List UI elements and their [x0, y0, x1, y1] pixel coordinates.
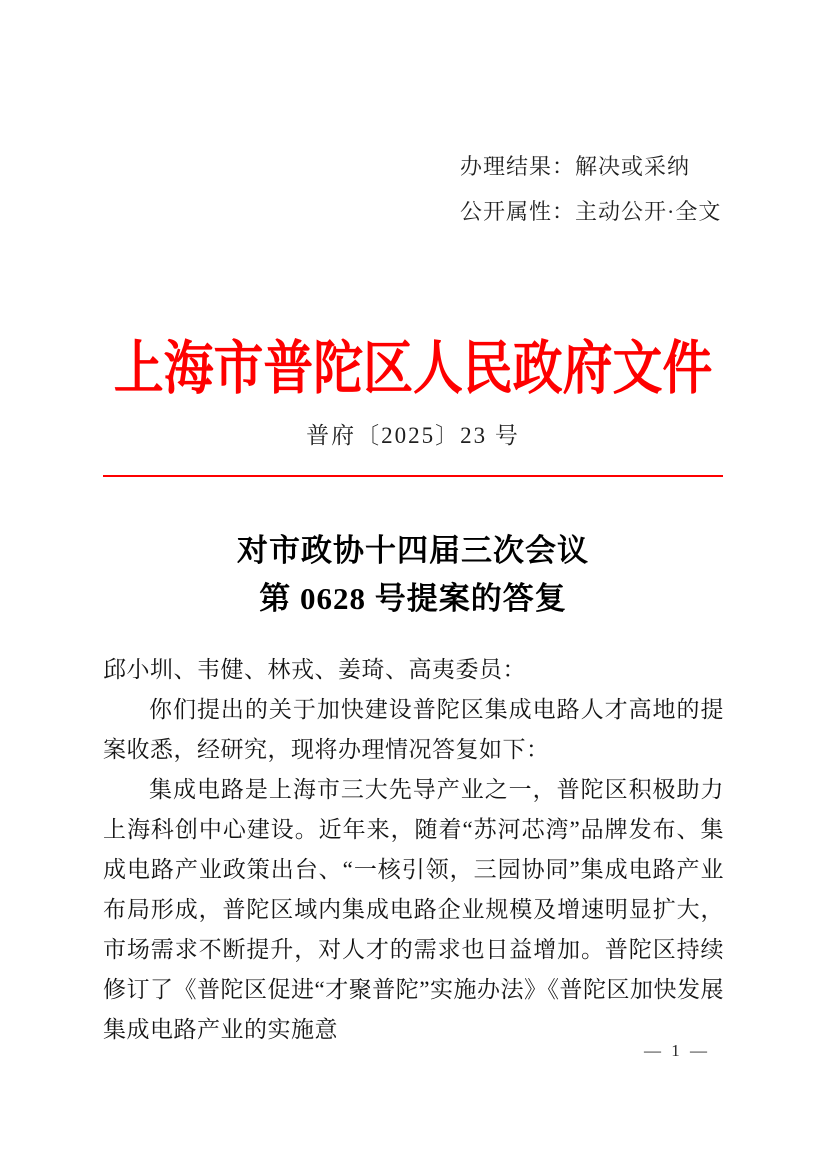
handling-result-line: 办理结果：解决或采纳	[460, 154, 691, 179]
admin-info-block	[460, 144, 721, 234]
salutation-line: 邱小圳、韦健、林戎、姜琦、高夷委员：	[103, 657, 526, 682]
publicity-attribute-line: 公开属性：主动公开·全文	[460, 199, 722, 224]
red-divider-line	[103, 475, 723, 477]
body-paragraph: 集成电路是上海市三大先导产业之一，普陀区积极助力上海科创中心建设。近年来，随着“苏河芯湾”品牌发布、集成电路产业政策出台、“一核引领，三园协同”集成电路产业布局形成，普陀区域内集成电路企业规模及增速明显扩大，市场需求不断提升，对人才的需求也日益增加。普陀区持续修订了《普陀区促进“才聚普陀”实施办法》《普陀区加快发展集成电路产业的实施意	[103, 777, 724, 1042]
document-subject-title	[0, 527, 826, 623]
page-number: — 1 —	[644, 1041, 710, 1060]
subject-title-line-2: 第 0628 号提案的答复	[259, 581, 567, 616]
subject-title-line-1: 对市政协十四届三次会议	[237, 533, 589, 568]
document-body	[103, 650, 724, 1050]
body-paragraph: 你们提出的关于加快建设普陀区集成电路人才高地的提案收悉，经研究，现将办理情况答复如下：	[103, 697, 724, 762]
government-document-masthead: 上海市普陀区人民政府文件	[113, 336, 713, 401]
document-number: 普府〔2025〕23 号	[306, 423, 520, 448]
